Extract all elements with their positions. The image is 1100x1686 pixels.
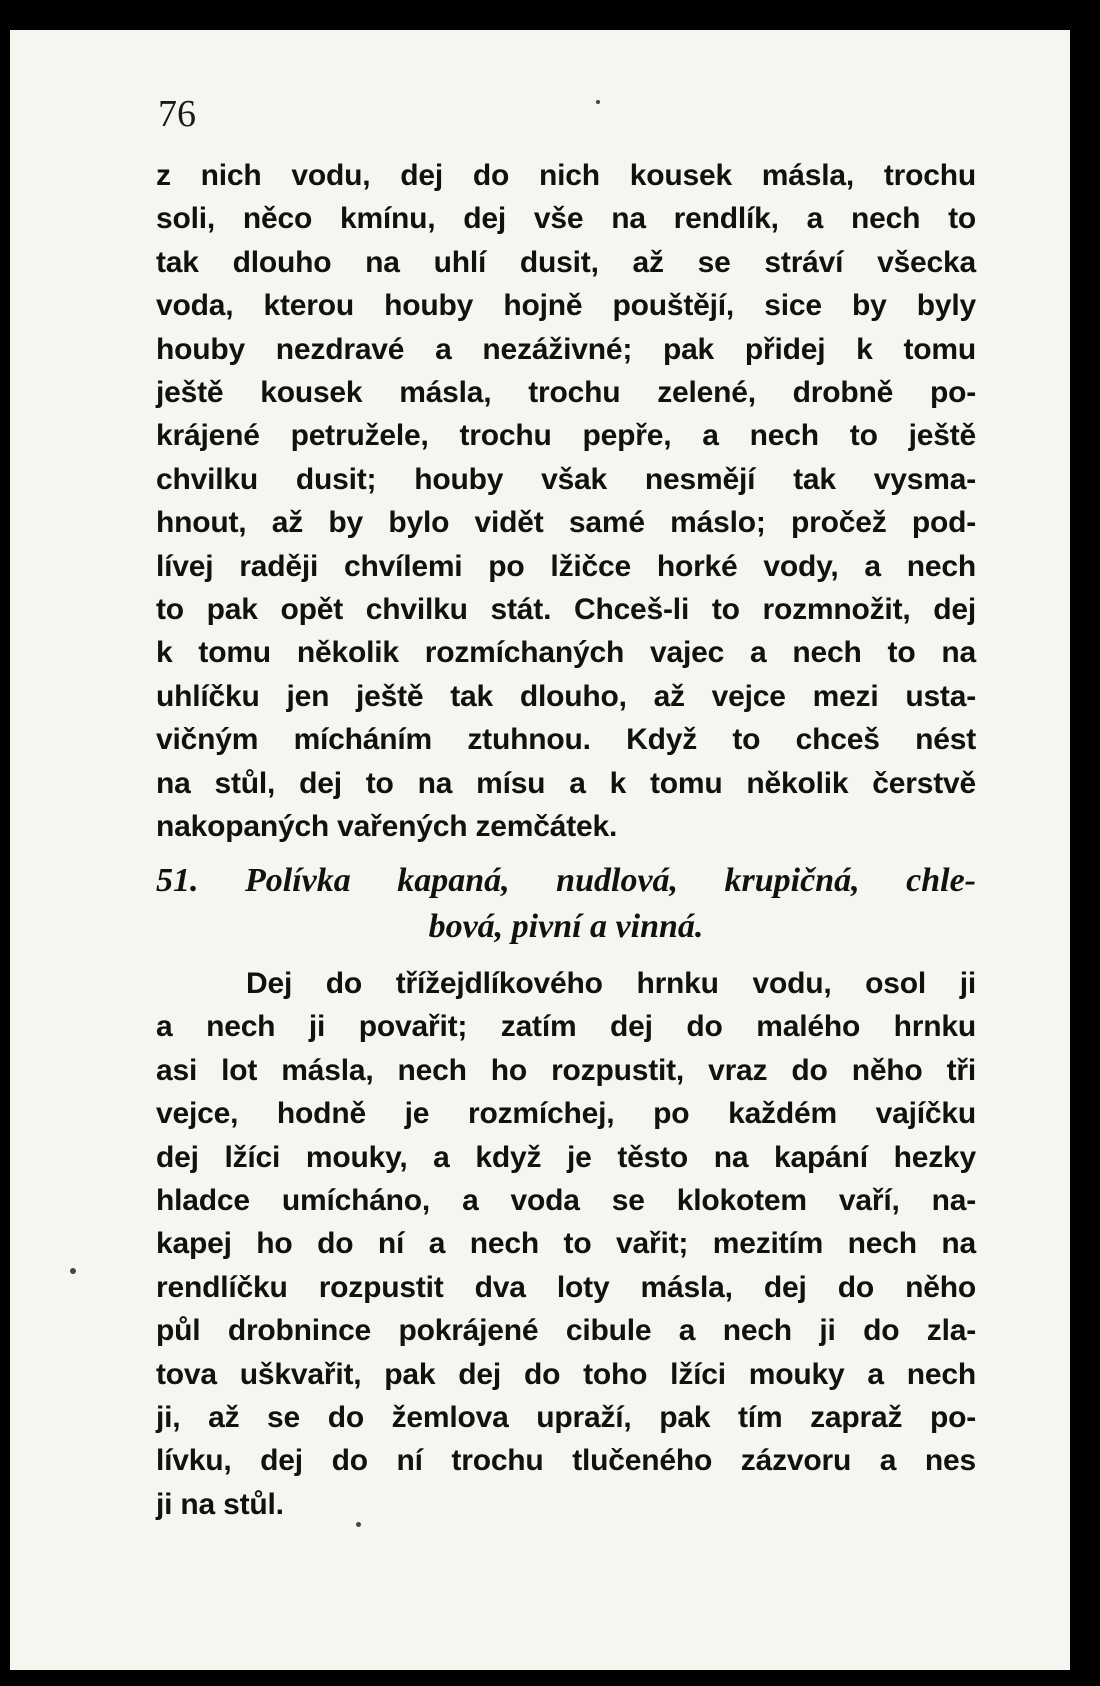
text-line: voda, kterou houby hojně pouštějí, sice by byly <box>156 289 976 323</box>
text-line: uhlíčku jen ještě tak dlouho, až vejce mezi usta- <box>156 679 976 713</box>
paragraph-continued <box>156 154 976 849</box>
text-line: soli, něco kmínu, dej vše na rendlík, a nech to <box>156 202 976 236</box>
text-line: vičným mícháním ztuhnou. Když to chceš nést <box>156 723 976 757</box>
text-line: lívej raději chvílemi po lžičce horké vody, a nech <box>156 549 976 583</box>
text-line: rendlíčku rozpustit dva loty másla, dej do něho <box>156 1270 976 1304</box>
text-line: k tomu několik rozmíchaných vajec a nech to na <box>156 636 976 670</box>
text-line: lívku, dej do ní trochu tlučeného zázvoru a nes <box>156 1444 976 1478</box>
paper-speck <box>596 100 600 104</box>
text-line: Dej do třížejdlíkového hrnku vodu, osol ji <box>246 967 976 1000</box>
text-line: to pak opět chvilku stát. Chceš-li to rozmnožit, dej <box>156 593 976 627</box>
text-line: ještě kousek másla, trochu zelené, drobně po- <box>156 376 976 410</box>
text-line: půl drobnince pokrájené cibule a nech ji do zla- <box>156 1314 976 1348</box>
text-line: ji na stůl. <box>156 1487 284 1521</box>
paper-speck <box>356 1522 361 1527</box>
paper-speck <box>70 1268 76 1274</box>
text-line: chvilku dusit; houby však nesmějí tak vysma- <box>156 462 976 496</box>
recipe-heading-line: bová, pivní a vinná. <box>428 908 704 945</box>
text-line: hladce umícháno, a voda se klokotem vaří, na- <box>156 1184 976 1218</box>
recipe-heading <box>156 858 976 950</box>
page-number: 76 <box>158 93 196 135</box>
text-line: hnout, až by bylo vidět samé máslo; pročež pod- <box>156 506 976 540</box>
text-line: krájené petružele, trochu pepře, a nech to ještě <box>156 419 976 453</box>
recipe-paragraph <box>156 962 976 1526</box>
text-line: tova uškvařit, pak dej do toho lžíci mouky a nech <box>156 1357 976 1391</box>
text-line: vejce, hodně je rozmíchej, po každém vajíčku <box>156 1097 976 1131</box>
text-line: asi lot másla, nech ho rozpustit, vraz do něho tři <box>156 1053 976 1087</box>
text-line: ji, až se do žemlova upraží, pak tím zapraž po- <box>156 1401 976 1435</box>
recipe-heading-line: 51. Polívka kapaná, nudlová, krupičná, chle- <box>156 862 976 899</box>
text-line: nakopaných vařených zemčátek. <box>156 810 618 844</box>
text-line: kapej ho do ní a nech to vařit; mezitím nech na <box>156 1227 976 1261</box>
text-line: tak dlouho na uhlí dusit, až se stráví všecka <box>156 245 976 279</box>
text-line: houby nezdravé a nezáživné; pak přidej k tomu <box>156 332 976 366</box>
text-line: dej lžíci mouky, a když je těsto na kapání hezky <box>156 1140 976 1174</box>
text-line: a nech ji povařit; zatím dej do malého hrnku <box>156 1010 976 1044</box>
text-line: z nich vodu, dej do nich kousek másla, trochu <box>156 159 976 192</box>
text-line: na stůl, dej to na mísu a k tomu několik čerstvě <box>156 766 976 800</box>
